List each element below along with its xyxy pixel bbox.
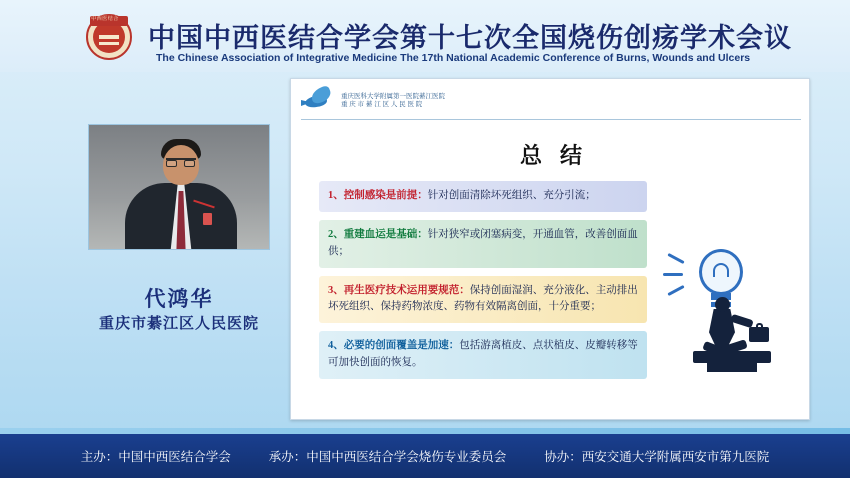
slide-hospital-brand [301, 87, 445, 115]
conference-header [0, 0, 850, 72]
dove-icon [301, 87, 335, 115]
conference-title-en: The Chinese Association of Integrative Medicine The 17th National Academic Conference of Burns, Wounds and Ulcers [156, 52, 751, 64]
footer-organizer: 承办：中国中西医结合学会烧伤专业委员会 [268, 450, 507, 464]
slide-title: 总结 [519, 143, 600, 168]
hospital-name-line2: 重 庆 市 綦 江 区 人 民 医 院 [341, 101, 423, 108]
bulb-ray-2 [663, 273, 683, 276]
footer-coorganizer: 协办：西安交通大学附属西安市第九医院 [544, 450, 770, 464]
slide-divider [301, 119, 801, 120]
speaker-badge [203, 213, 212, 225]
figure-podium-base [707, 363, 757, 372]
list-item [319, 331, 647, 379]
bulb-filament [713, 263, 729, 277]
bullet-text: 针对狭窄或闭塞病变，开通血管，改善创面血供； [328, 229, 638, 257]
bullet-text: 保持创面湿润、充分液化、主动排出坏死组织、保持药物浓度、药物有效隔离创面，十分重要； [328, 284, 638, 313]
bullet-text: 包括游离植皮、点状植皮、皮瓣转移等可加快创面的恢复。 [328, 340, 638, 368]
association-logo-icon [86, 14, 132, 60]
glasses-lens-right [184, 160, 195, 167]
hospital-name-block [341, 93, 445, 109]
figure-head [715, 297, 730, 312]
speaker-glasses-icon [166, 158, 196, 166]
logo-bar-top [99, 35, 119, 39]
conference-title-cn: 中国中西医结合学会第十七次全国烧伤创疡学术会议 [148, 23, 792, 53]
slide-bullet-list [319, 181, 647, 387]
bullet-lead: 2、重建血运是基础： [328, 229, 428, 241]
bullet-lead: 1、控制感染是前提： [328, 190, 428, 201]
bulb-ray-3 [667, 285, 684, 296]
glasses-lens-left [166, 160, 177, 167]
lightbulb-businessman-icon [663, 247, 795, 385]
slide-panel[interactable] [290, 78, 810, 420]
bullet-lead: 3、再生医疗技术运用要规范： [328, 284, 470, 296]
dove-wing [309, 85, 333, 105]
speaker-video-tile[interactable] [88, 124, 270, 250]
hospital-name-line1: 重庆医科大学附属第一医院綦江医院 [341, 92, 445, 100]
list-item [319, 181, 647, 212]
list-item [319, 220, 647, 268]
conference-footer [0, 434, 850, 478]
speaker-name: 代鸿华 [144, 287, 214, 311]
bullet-lead: 4、必要的创面覆盖是加速： [328, 340, 460, 352]
footer-host: 主办：中国中西医结合学会 [80, 450, 231, 464]
logo-bar-bottom [99, 42, 119, 45]
speaker-organization: 重庆市綦江区人民医院 [98, 316, 259, 332]
bulb-ray-1 [667, 253, 684, 264]
bullet-text: 针对创面清除坏死组织、充分引流； [427, 190, 596, 201]
figure-podium-top [693, 351, 771, 363]
logo-caption-text: 中西医结合 [91, 16, 119, 22]
list-item [319, 276, 647, 324]
briefcase-icon [749, 327, 769, 342]
